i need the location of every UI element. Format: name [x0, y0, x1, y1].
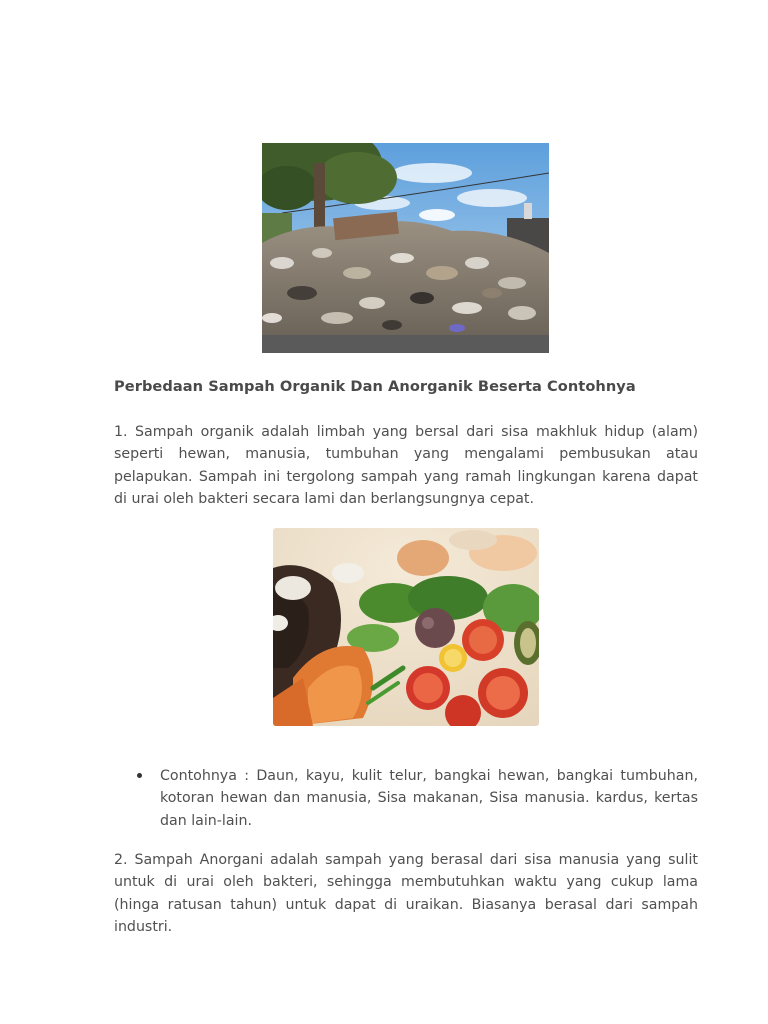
paragraph-organic-definition: 1. Sampah organik adalah limbah yang bersal dari sisa makhluk hidup (alam) seperti hewan, manusia, tumbuhan yang mengalami pembusukan atau pelapukan. Sampah ini tergolong sampah yang ramah lingkungan karena dapat di urai oleh bakteri secara lami dan berlangsungnya cepat.	[114, 424, 698, 507]
examples-list	[114, 765, 698, 832]
garbage-pile-photo	[262, 143, 549, 353]
article-title: Perbedaan Sampah Organik Dan Anorganik Beserta Contohnya	[114, 378, 636, 395]
bullet-icon	[137, 773, 142, 778]
list-item-text: Contohnya : Daun, kayu, kulit telur, bangkai hewan, bangkai tumbuhan, kotoran hewan dan manusia, Sisa makanan, Sisa manusia. kardus, kertas dan lain-lain.	[160, 768, 698, 829]
organic-waste-photo	[273, 528, 539, 726]
paragraph-inorganic-definition: 2. Sampah Anorgani adalah sampah yang berasal dari sisa manusia yang sulit untuk di urai oleh bakteri, sehingga membutuhkan waktu yang cukup lama (hinga ratusan tahun) untuk dapat di uraikan. Biasanya berasal dari sampah industri.	[114, 852, 698, 935]
list-item	[114, 765, 698, 832]
